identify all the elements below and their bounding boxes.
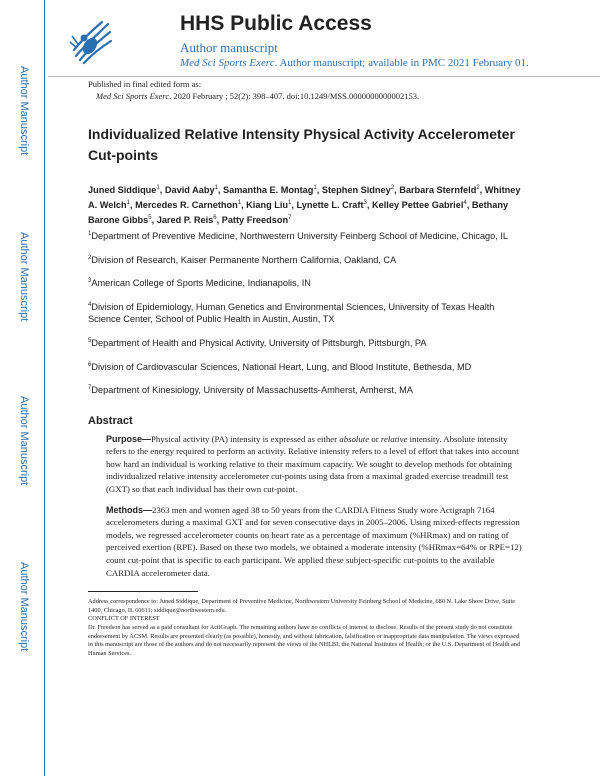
article-title: Individualized Relative Intensity Physical Activity Accelerometer Cut-points — [88, 126, 515, 163]
author-affiliation-number: 2 — [476, 185, 480, 191]
author-name: Whitney A. Welch — [88, 185, 521, 211]
header-title: HHS Public Access — [180, 12, 372, 35]
affiliation-text: Department of Preventive Medicine, Northwestern University Feinberg School of Medicine, Chicago, IL — [91, 231, 509, 242]
author-affiliation-number: 7 — [288, 215, 292, 222]
author-affiliation-number: 6 — [213, 215, 217, 222]
author-name: Patty Freedson — [221, 215, 289, 226]
author-name: Lynette L. Craft — [296, 200, 364, 211]
author-affiliation-number: 1 — [288, 200, 292, 207]
author-name: Barbara Sternfeld — [399, 185, 477, 196]
coi-text: Dr. Freedson has served as a paid consultant for ActiGraph. The remaining authors have no conflicts of interest to disclose. Results of the present study do not constitute endorsement by ACSM. Results are presented clearly (as possible), honestly, and without fabrication, falsification or inappropriate data manipulation. The views expressed in this manuscript are those of the authors and do not necessarily represent the views of the NHLBI; the National Institutes of Health; or the U.S. Department of Health and Human Services. — [88, 623, 521, 657]
author-name: Kiang Liu — [246, 200, 289, 211]
affiliation-text: American College of Sports Medicine, Indianapolis, IN — [91, 278, 311, 289]
header — [48, 0, 600, 78]
author-name: Stephen Sidney — [321, 185, 391, 196]
journal-abbrev: Med Sci Sports Exerc — [180, 57, 275, 69]
affiliation-text: Department of Health and Physical Activity, University of Pittsburgh, Pittsburgh, PA — [91, 338, 427, 348]
coi-heading: CONFLICT OF INTEREST — [88, 615, 160, 623]
citation-journal: Med Sci Sports Exerc — [96, 91, 170, 101]
author-name: Juned Siddique — [88, 185, 157, 196]
affiliation — [88, 335, 524, 350]
affiliation — [88, 275, 524, 290]
affiliation-number: 6 — [88, 361, 92, 368]
purpose-paragraph — [88, 433, 524, 496]
published-label: Published in final edited form as: — [88, 79, 202, 89]
affiliation-number: 7 — [88, 385, 92, 392]
purpose-lead: Purpose— — [106, 433, 152, 444]
abstract-heading: Abstract — [88, 414, 133, 427]
article-body — [88, 78, 524, 658]
affiliation — [88, 299, 524, 326]
author-name: Samantha E. Montag — [223, 185, 314, 196]
author-affiliation-number: 1 — [156, 185, 160, 191]
author-affiliation-number: 1 — [313, 185, 317, 191]
correspondence-footnote: Address correspondence to: Juned Siddique, Department of Preventive Medicine, Northwestern University Feinberg School of Medicine, 680 N. Lake Shore Drive, Suite 1400, Chicago, IL 60611; siddique@northwestern.edu. — [88, 598, 516, 614]
purpose-em-relative: relative — [380, 433, 408, 444]
author-manuscript-label: Author Manuscript — [18, 562, 30, 652]
sidebar-divider — [44, 0, 45, 776]
author-affiliation-number: 1 — [214, 185, 218, 191]
header-availability — [180, 57, 529, 69]
affiliation-number: 2 — [88, 254, 92, 261]
author-name: Bethany Barone Gibbs — [88, 200, 509, 226]
author-affiliation-number: 3 — [363, 200, 367, 207]
purpose-em-absolute: absolute — [339, 433, 370, 444]
author-manuscript-label: Author Manuscript — [18, 396, 30, 486]
author-list: Juned Siddique$^1$, David Aaby$^1$, Samantha E. Montag$^1$, Stephen Sidney$^2$, Barbara Sternfeld$^2$, Whitney A. Welch$^1$, Mercedes R. Carnethon$^1$, Kiang Liu$^1$, Lynette L. Craft$^3$, Kelley Pettee Gabriel$^4$, Bethany Barone Gibbs$^5$, Jared P. Reis$^6$, Patty Freedson$^7$ — [88, 185, 521, 226]
availability-text: . Author manuscript; available in PMC 2021 February 01. — [274, 57, 529, 69]
affiliation — [88, 252, 524, 267]
affiliation-number: 4 — [88, 301, 92, 308]
author-name: Jared P. Reis — [156, 215, 214, 226]
author-affiliation-number: 1 — [237, 200, 242, 207]
hhs-eagle-logo-icon — [68, 16, 114, 66]
affiliation-text: Division of Cardiovascular Sciences, National Heart, Lung, and Blood Institute, Bethesda, MD — [91, 361, 472, 372]
footnote-rule — [88, 591, 198, 592]
citation-details: . 2020 February ; 52(2): 398–407. doi:10.1249/MSS.0000000000002153. — [169, 91, 420, 101]
affiliation-text: Department of Kinesiology, University of Massachusetts-Amherst, Amherst, MA — [91, 385, 413, 396]
affiliation-number: 3 — [88, 278, 92, 285]
citation — [88, 90, 524, 102]
affiliation — [88, 228, 524, 243]
author-name: David Aaby — [164, 185, 215, 196]
author-affiliation-number: 1 — [126, 200, 130, 207]
affiliation-number: 1 — [88, 231, 92, 238]
affiliation-number: 5 — [88, 337, 92, 344]
affiliation-list — [88, 228, 524, 396]
author-manuscript-label: Author Manuscript — [18, 66, 30, 156]
methods-text: 2363 men and women aged 38 to 50 years from the CARDIA Fitness Study wore Actigraph 7164 accelerometers during a maximal GXT and for seven consecutive days in 2005–2006. Using mixed-effects regression models, we regressed accelerometer counts on heart rate as a percentage of maximum (%HRmax) and on rating of perceived exertion (RPE). Based on these two models, we obtained a moderate intensity (%HRmax=64% or RPE=12) count cut-point that is specific to each participant. We applied these subject-specific cut-points to the available CARDIA accelerometer data. — [106, 504, 522, 578]
affiliation — [88, 359, 524, 374]
purpose-text: or — [369, 433, 381, 444]
affiliation — [88, 382, 524, 397]
header-rule — [48, 76, 600, 77]
purpose-text: intensity. Absolute intensity refers to the energy required to perform an activity. Relative intensity refers to a level of effort that takes into account how hard an individual is working relative to their maximum capacity. We sought to develop methods for obtaining individualized relative intensity accelerometer cut-points using data from a maximal graded exercise treadmill test (GXT) so that each individual has their own cut-point. — [106, 433, 519, 494]
sidebar — [0, 0, 40, 776]
purpose-text: Physical activity (PA) intensity is expressed as either — [151, 433, 340, 444]
author-manuscript-label: Author Manuscript — [18, 232, 30, 322]
header-subtitle: Author manuscript — [180, 40, 278, 55]
methods-paragraph — [88, 504, 524, 580]
author-name: Kelley Pettee Gabriel — [371, 200, 464, 211]
author-name: Mercedes R. Carnethon — [135, 200, 238, 211]
affiliation-text: Division of Research, Kaiser Permanente Northern California, Oakland, CA — [91, 254, 397, 265]
methods-lead: Methods— — [106, 504, 152, 515]
author-affiliation-number: 2 — [390, 185, 395, 191]
author-affiliation-number: 5 — [148, 215, 152, 222]
author-affiliation-number: 4 — [463, 200, 467, 207]
affiliation-text: Division of Epidemiology, Human Genetics and Environmental Sciences, University of Texas Health Science Center, School of Public Health in Austin, Austin, TX — [88, 301, 495, 325]
